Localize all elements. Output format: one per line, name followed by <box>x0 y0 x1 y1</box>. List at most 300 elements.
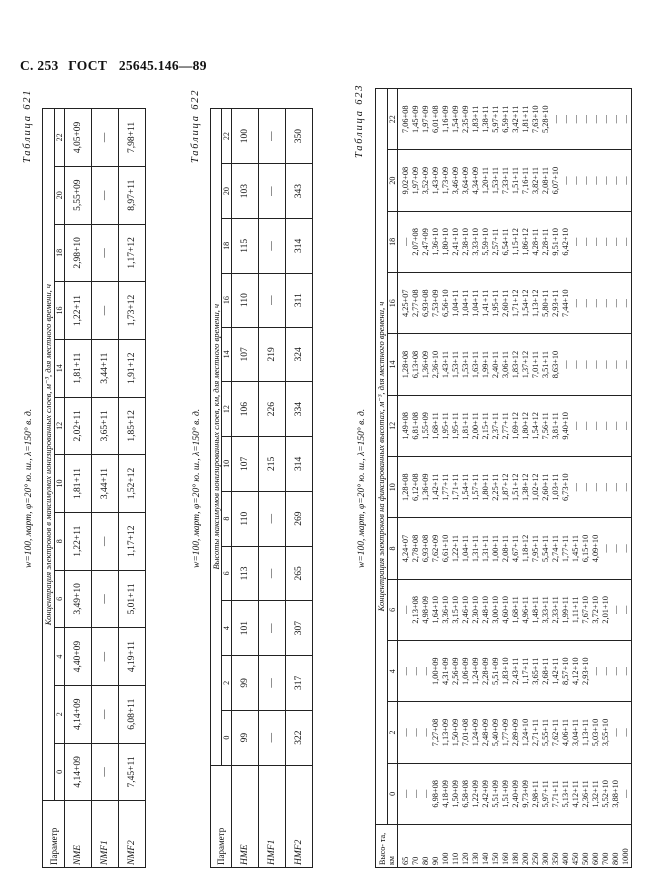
table-cell: 113 <box>232 546 259 601</box>
table-cell: 6,13+08 <box>411 350 420 379</box>
table-cell: 110 <box>232 273 259 327</box>
table-cell: 1,83+12 <box>511 350 520 379</box>
data-column <box>398 641 632 702</box>
table-cell: 2,60+11 <box>541 473 550 501</box>
table-cell: — <box>401 728 410 737</box>
table-cell: 5,51+09 <box>491 780 500 808</box>
table-cell: 2,74+11 <box>551 534 560 563</box>
table-622-label: Таблица 622 <box>190 88 201 163</box>
table-cell: — <box>92 512 119 570</box>
table-cell: 2,57+11 <box>491 228 500 256</box>
hour-header: 8 <box>222 491 232 546</box>
table-621-caption: w=100, март, φ=20° ю. ш., λ=150° в. д. <box>24 408 34 568</box>
table-cell: 9,40+10 <box>561 412 570 440</box>
table-cell: 1,54+11 <box>461 473 470 501</box>
table-cell: — <box>611 360 620 369</box>
table-cell: 226 <box>259 382 286 437</box>
table-cell: 2,28+09 <box>481 657 490 685</box>
table-cell: 1,83+10 <box>501 657 510 685</box>
table-cell: — <box>621 667 630 676</box>
table-623-data-row <box>398 89 632 868</box>
table-cell: — <box>591 421 600 431</box>
altitude-value: 800 <box>611 852 620 865</box>
table-cell: 2,36+10 <box>431 350 440 379</box>
table-cell: 1,80+10 <box>441 228 450 256</box>
hour-header: 0 <box>55 743 65 801</box>
table-cell: 1,13+12 <box>531 289 540 317</box>
table-cell: — <box>601 360 610 369</box>
table-cell: 7,63+10 <box>531 105 540 133</box>
table-cell: 1,52+12 <box>119 455 146 513</box>
table-cell: 4,14+09 <box>65 685 92 743</box>
table-cell: 5,59+10 <box>481 228 490 256</box>
table-cell: — <box>601 421 610 431</box>
table-cell: 3,15+10 <box>451 596 460 624</box>
table-cell: 1,97+09 <box>411 166 420 195</box>
hour-header: 0 <box>388 763 398 824</box>
table-cell: 7,33+11 <box>501 166 510 195</box>
table-cell: 6,73+10 <box>561 473 570 501</box>
table-cell: 1,81+11 <box>521 105 530 133</box>
table-cell: 2,42+09 <box>481 780 490 808</box>
table-623-label: Таблица 623 <box>354 83 365 158</box>
table-cell: 5,52+10 <box>601 780 610 808</box>
table-cell: — <box>92 570 119 628</box>
table-cell: — <box>92 685 119 743</box>
table-cell: — <box>591 360 600 369</box>
data-column <box>398 579 632 640</box>
hour-header: 18 <box>388 211 398 272</box>
table-cell: 2,13+08 <box>411 596 420 624</box>
table-cell: 1,28+08 <box>401 473 410 501</box>
table-cell: 1,54+09 <box>451 105 460 133</box>
table-cell: 2,41+10 <box>451 228 460 256</box>
table-cell: — <box>571 299 580 308</box>
table-cell: 1,24+10 <box>521 718 530 747</box>
param-name: NMF1 <box>92 801 119 868</box>
table-cell: 269 <box>286 491 313 546</box>
table-cell: 1,50+09 <box>451 780 460 808</box>
hour-header: 2 <box>222 656 232 711</box>
table-cell: 1,17+12 <box>119 224 146 282</box>
table-cell: 322 <box>286 710 313 765</box>
table-cell: 1,45+09 <box>411 105 420 133</box>
table-cell: 1,04+11 <box>471 289 480 317</box>
table-cell: 1,36+09 <box>421 473 430 501</box>
table-cell: — <box>601 237 610 247</box>
param-name: HMF2 <box>286 765 313 867</box>
table-cell: 3,44+11 <box>92 339 119 397</box>
table-cell: 1,77+09 <box>501 718 510 747</box>
param-header: Параметр <box>43 801 65 868</box>
hour-header: 6 <box>388 579 398 640</box>
hour-header: 6 <box>222 546 232 601</box>
table-cell: 1,87+12 <box>501 473 510 501</box>
table-cell: 6,42+10 <box>561 228 570 256</box>
table-621 <box>42 108 146 868</box>
table-cell: 103 <box>232 164 259 219</box>
table-cell: — <box>421 667 430 676</box>
table-cell: 6,59+11 <box>501 105 510 133</box>
table-cell: 4,12+11 <box>571 780 580 808</box>
table-cell: — <box>561 176 570 185</box>
table-cell: 1,42+11 <box>551 657 560 685</box>
table-cell: 5,40+09 <box>491 718 500 747</box>
table-cell: 1,99+11 <box>561 596 570 624</box>
hour-header: 12 <box>388 395 398 456</box>
altitude-value: 1000 <box>621 848 630 865</box>
table-cell: 2,37+11 <box>491 412 500 440</box>
table-cell: 5,01+11 <box>119 570 146 628</box>
table-cell: 3,42+11 <box>511 105 520 133</box>
table-cell: — <box>621 483 630 492</box>
table-cell: — <box>611 605 620 614</box>
table-cell: 6,54+11 <box>501 228 510 256</box>
hour-header: 22 <box>222 109 232 164</box>
table-cell: — <box>259 601 286 656</box>
table-cell: 2,93+11 <box>551 289 560 317</box>
hour-header: 14 <box>55 339 65 397</box>
table-cell: 7,98+11 <box>119 109 146 167</box>
table-cell: 3,64+09 <box>461 166 470 195</box>
table-cell: 1,36+10 <box>431 228 440 256</box>
table-cell: 9,51+10 <box>551 228 560 256</box>
data-column <box>398 457 632 518</box>
hour-header: 10 <box>388 457 398 518</box>
table-cell: — <box>581 299 590 308</box>
table-cell: 317 <box>286 656 313 711</box>
table-cell: 1,37+12 <box>521 350 530 379</box>
table-cell: 314 <box>286 218 313 273</box>
hour-header: 2 <box>55 685 65 743</box>
table-cell: 343 <box>286 164 313 219</box>
table-621-label: Таблица 621 <box>22 88 33 163</box>
altitude-value: 80 <box>421 856 430 865</box>
table-cell: 1,31+11 <box>471 534 480 563</box>
table-cell: 6,81+08 <box>411 412 420 440</box>
table-cell: — <box>401 237 410 247</box>
table-cell: 1,51+09 <box>501 780 510 808</box>
table-cell: 7,62+09 <box>431 534 440 563</box>
table-cell: 1,83+11 <box>471 105 480 133</box>
table-cell: 4,18+09 <box>441 780 450 808</box>
hour-header: 14 <box>388 334 398 395</box>
table-cell: 5,55+11 <box>541 718 550 747</box>
table-cell: 2,77+08 <box>411 289 420 317</box>
hour-header: 14 <box>222 327 232 382</box>
param-name: HMF1 <box>259 765 286 867</box>
table-cell: — <box>601 176 610 185</box>
table-cell: 2,46+10 <box>461 596 470 624</box>
table-cell: — <box>601 667 610 676</box>
table-cell: 2,48+09 <box>481 718 490 747</box>
table-cell: 2,43+11 <box>511 657 520 685</box>
table-623-description: Концентрация электронов на фиксированных высотах, м⁻³, для местного времени, ч <box>376 89 388 825</box>
table-cell: — <box>581 237 590 247</box>
table-cell: — <box>571 421 580 431</box>
table-cell: 1,16+09 <box>441 105 450 133</box>
hour-header: 20 <box>55 166 65 224</box>
table-cell: 350 <box>286 109 313 164</box>
table-cell: 265 <box>286 546 313 601</box>
table-cell: 6,93+08 <box>421 289 430 317</box>
table-cell: 1,22+11 <box>451 534 460 563</box>
table-cell: 7,56+11 <box>541 412 550 440</box>
table-cell: — <box>92 628 119 686</box>
table-cell: — <box>92 282 119 340</box>
table-cell: — <box>571 176 580 185</box>
table-cell: 2,36+11 <box>581 780 590 808</box>
data-column <box>398 89 632 150</box>
table-cell: — <box>611 483 620 492</box>
table-cell: 5,28+10 <box>541 105 550 133</box>
table-cell: 1,99+11 <box>481 350 490 379</box>
hour-header: 18 <box>55 224 65 282</box>
table-cell: — <box>401 605 410 614</box>
hour-header: 8 <box>388 518 398 579</box>
table-cell: 1,50+09 <box>451 718 460 747</box>
table-cell: 4,24+07 <box>401 534 410 563</box>
table-cell: 6,15+10 <box>581 534 590 563</box>
altitude-value: 70 <box>411 856 420 865</box>
table-cell: — <box>621 728 630 737</box>
hour-header: 16 <box>388 273 398 334</box>
table-cell: — <box>581 360 590 369</box>
table-cell: 324 <box>286 327 313 382</box>
table-row <box>259 109 286 868</box>
altitude-value: 400 <box>561 852 570 865</box>
table-cell: 215 <box>259 437 286 492</box>
table-cell: 1,81+11 <box>65 339 92 397</box>
table-cell: 3,55+10 <box>601 718 610 747</box>
altitude-value: 150 <box>491 852 500 865</box>
hour-header: 20 <box>222 164 232 219</box>
table-cell: — <box>591 115 600 124</box>
table-cell: 5,03+10 <box>591 718 600 747</box>
table-cell: 1,43+09 <box>431 166 440 195</box>
table-cell: 1,97+09 <box>421 105 430 133</box>
table-cell: 5,54+11 <box>541 534 550 563</box>
table-cell: — <box>401 667 410 676</box>
altitude-value: 65 <box>401 856 410 865</box>
table-cell: 6,58+08 <box>461 780 470 808</box>
table-cell: 3,81+11 <box>551 412 560 440</box>
table-cell: 9,02+08 <box>401 166 410 195</box>
table-cell: 2,08+11 <box>501 534 510 563</box>
table-cell: — <box>601 483 610 492</box>
table-cell: 1,71+11 <box>451 473 460 501</box>
table-cell: 3,36+10 <box>441 596 450 624</box>
table-cell: — <box>421 728 430 737</box>
standard-number: 25645.146—89 <box>118 58 207 73</box>
hour-header: 12 <box>55 397 65 455</box>
hour-header: 22 <box>388 89 398 150</box>
data-column <box>398 702 632 763</box>
table-cell: 5,97+11 <box>541 780 550 808</box>
table-cell: 4,19+11 <box>119 628 146 686</box>
table-cell: 5,51+09 <box>491 657 500 685</box>
table-cell: 1,17+11 <box>521 657 530 685</box>
altitude-value: 200 <box>521 852 530 865</box>
param-name: HME <box>232 765 259 867</box>
table-cell: 219 <box>259 327 286 382</box>
table-cell: — <box>581 115 590 124</box>
table-cell: 1,02+12 <box>531 473 540 501</box>
table-cell: 1,06+09 <box>461 657 470 685</box>
table-cell: 6,93+08 <box>421 534 430 563</box>
table-cell: 2,71+11 <box>531 718 540 747</box>
table-row <box>286 109 313 868</box>
table-623 <box>375 88 632 868</box>
table-cell: 1,38+11 <box>481 105 490 133</box>
table-cell: — <box>591 299 600 308</box>
table-cell: 4,60+10 <box>501 596 510 624</box>
table-cell: — <box>571 237 580 247</box>
table-622-hours <box>222 109 232 868</box>
table-cell: — <box>611 299 620 308</box>
table-cell: 6,61+10 <box>441 534 450 563</box>
table-cell: 6,12+08 <box>411 473 420 501</box>
table-cell: 1,55+09 <box>421 412 430 440</box>
table-cell: — <box>601 299 610 308</box>
hour-header: 16 <box>55 282 65 340</box>
table-cell: — <box>92 224 119 282</box>
table-cell: 1,71+12 <box>511 289 520 317</box>
table-cell: 1,69+12 <box>511 412 520 440</box>
data-column <box>398 273 632 334</box>
table-cell: 1,81+11 <box>65 455 92 513</box>
table-cell: 2,98+10 <box>65 224 92 282</box>
altitude-value: 110 <box>451 852 460 865</box>
table-cell: 4,98+09 <box>421 596 430 624</box>
table-cell: 2,77+11 <box>501 412 510 440</box>
table-cell: 2,89+09 <box>511 718 520 747</box>
table-cell: — <box>421 789 430 798</box>
hour-header: 4 <box>222 601 232 656</box>
table-622-body <box>232 109 313 868</box>
altitude-value: 450 <box>571 852 580 865</box>
table-cell: 5,80+11 <box>541 289 550 317</box>
table-cell: — <box>591 667 600 676</box>
table-cell: 1,91+12 <box>119 339 146 397</box>
table-622-caption: w=100, март, φ=20° ю. ш., λ=150° в. д. <box>192 408 202 568</box>
table-cell: 2,40+11 <box>491 350 500 379</box>
table-cell: — <box>571 115 580 124</box>
table-cell: — <box>571 360 580 369</box>
table-row <box>65 109 92 868</box>
table-cell: — <box>561 115 570 124</box>
table-cell: — <box>581 421 590 431</box>
table-row <box>92 109 119 868</box>
table-cell: — <box>611 544 620 553</box>
hour-header: 6 <box>55 570 65 628</box>
table-cell: 7,53+09 <box>431 289 440 317</box>
table-cell: — <box>611 667 620 676</box>
table-cell: 5,97+11 <box>491 105 500 133</box>
table-cell: 1,24+09 <box>471 718 480 747</box>
table-cell: 1,42+11 <box>431 473 440 501</box>
table-cell: 1,00+09 <box>431 657 440 685</box>
table-cell: — <box>571 483 580 492</box>
table-cell: 99 <box>232 710 259 765</box>
table-cell: 1,03+11 <box>551 473 560 501</box>
table-cell: 4,12+10 <box>571 657 580 685</box>
hour-header: 8 <box>55 512 65 570</box>
table-cell: 2,56+09 <box>451 657 460 685</box>
table-cell: 4,09+10 <box>591 534 600 563</box>
table-cell: 7,71+11 <box>551 780 560 808</box>
table-cell: 1,68+11 <box>511 596 520 624</box>
table-cell: 9,73+09 <box>521 780 530 808</box>
table-cell: 2,93+10 <box>581 657 590 685</box>
hour-header: 10 <box>55 455 65 513</box>
rotated-content <box>22 68 630 868</box>
table-cell: — <box>621 360 630 369</box>
data-column <box>398 763 632 824</box>
table-cell: 1,51+11 <box>511 166 520 195</box>
data-column <box>398 150 632 211</box>
table-cell: — <box>621 299 630 308</box>
table-622 <box>210 108 313 868</box>
table-cell: — <box>401 789 410 798</box>
data-column <box>398 395 632 456</box>
param-header: Параметр <box>211 765 232 867</box>
table-cell: — <box>621 789 630 798</box>
table-cell: — <box>259 546 286 601</box>
table-cell: 2,08+11 <box>541 166 550 195</box>
table-cell: 2,00+11 <box>471 412 480 440</box>
table-cell: 7,06+08 <box>401 105 410 133</box>
table-cell: 1,28+08 <box>401 350 410 379</box>
hour-header: 18 <box>222 218 232 273</box>
table-cell: — <box>621 237 630 247</box>
table-cell: 1,73+12 <box>119 282 146 340</box>
hour-header: 12 <box>222 382 232 437</box>
altitude-value: 90 <box>431 856 440 865</box>
altitude-column <box>398 825 632 868</box>
data-column <box>398 518 632 579</box>
table-cell: 4,05+09 <box>65 109 92 167</box>
table-cell: 6,98+08 <box>431 780 440 808</box>
table-cell: 1,73+09 <box>441 166 450 195</box>
table-cell: 3,00+10 <box>491 596 500 624</box>
altitude-value: 100 <box>441 852 450 865</box>
table-cell: 4,25+07 <box>401 289 410 317</box>
table-cell: — <box>411 789 420 798</box>
table-cell: — <box>621 605 630 614</box>
table-cell: 1,77+11 <box>441 473 450 501</box>
altitude-value: 160 <box>501 852 510 865</box>
table-cell: 1,53+11 <box>491 166 500 195</box>
table-cell: — <box>611 176 620 185</box>
table-cell: 1,53+11 <box>461 350 470 379</box>
table-cell: 1,53+11 <box>451 350 460 379</box>
table-cell: 2,47+09 <box>421 228 430 256</box>
hour-header: 0 <box>222 710 232 765</box>
table-cell: 1,13+11 <box>581 718 590 747</box>
hour-header: 10 <box>222 437 232 492</box>
table-cell: 1,48+11 <box>531 596 540 624</box>
table-cell: 3,06+11 <box>501 350 510 379</box>
table-cell: — <box>411 667 420 676</box>
table-cell: 1,18+12 <box>521 534 530 563</box>
table-cell: 107 <box>232 437 259 492</box>
table-621-body <box>65 109 146 868</box>
data-column <box>398 211 632 272</box>
table-cell: 1,20+11 <box>481 166 490 195</box>
table-cell: 101 <box>232 601 259 656</box>
table-cell: 6,56+10 <box>441 289 450 317</box>
